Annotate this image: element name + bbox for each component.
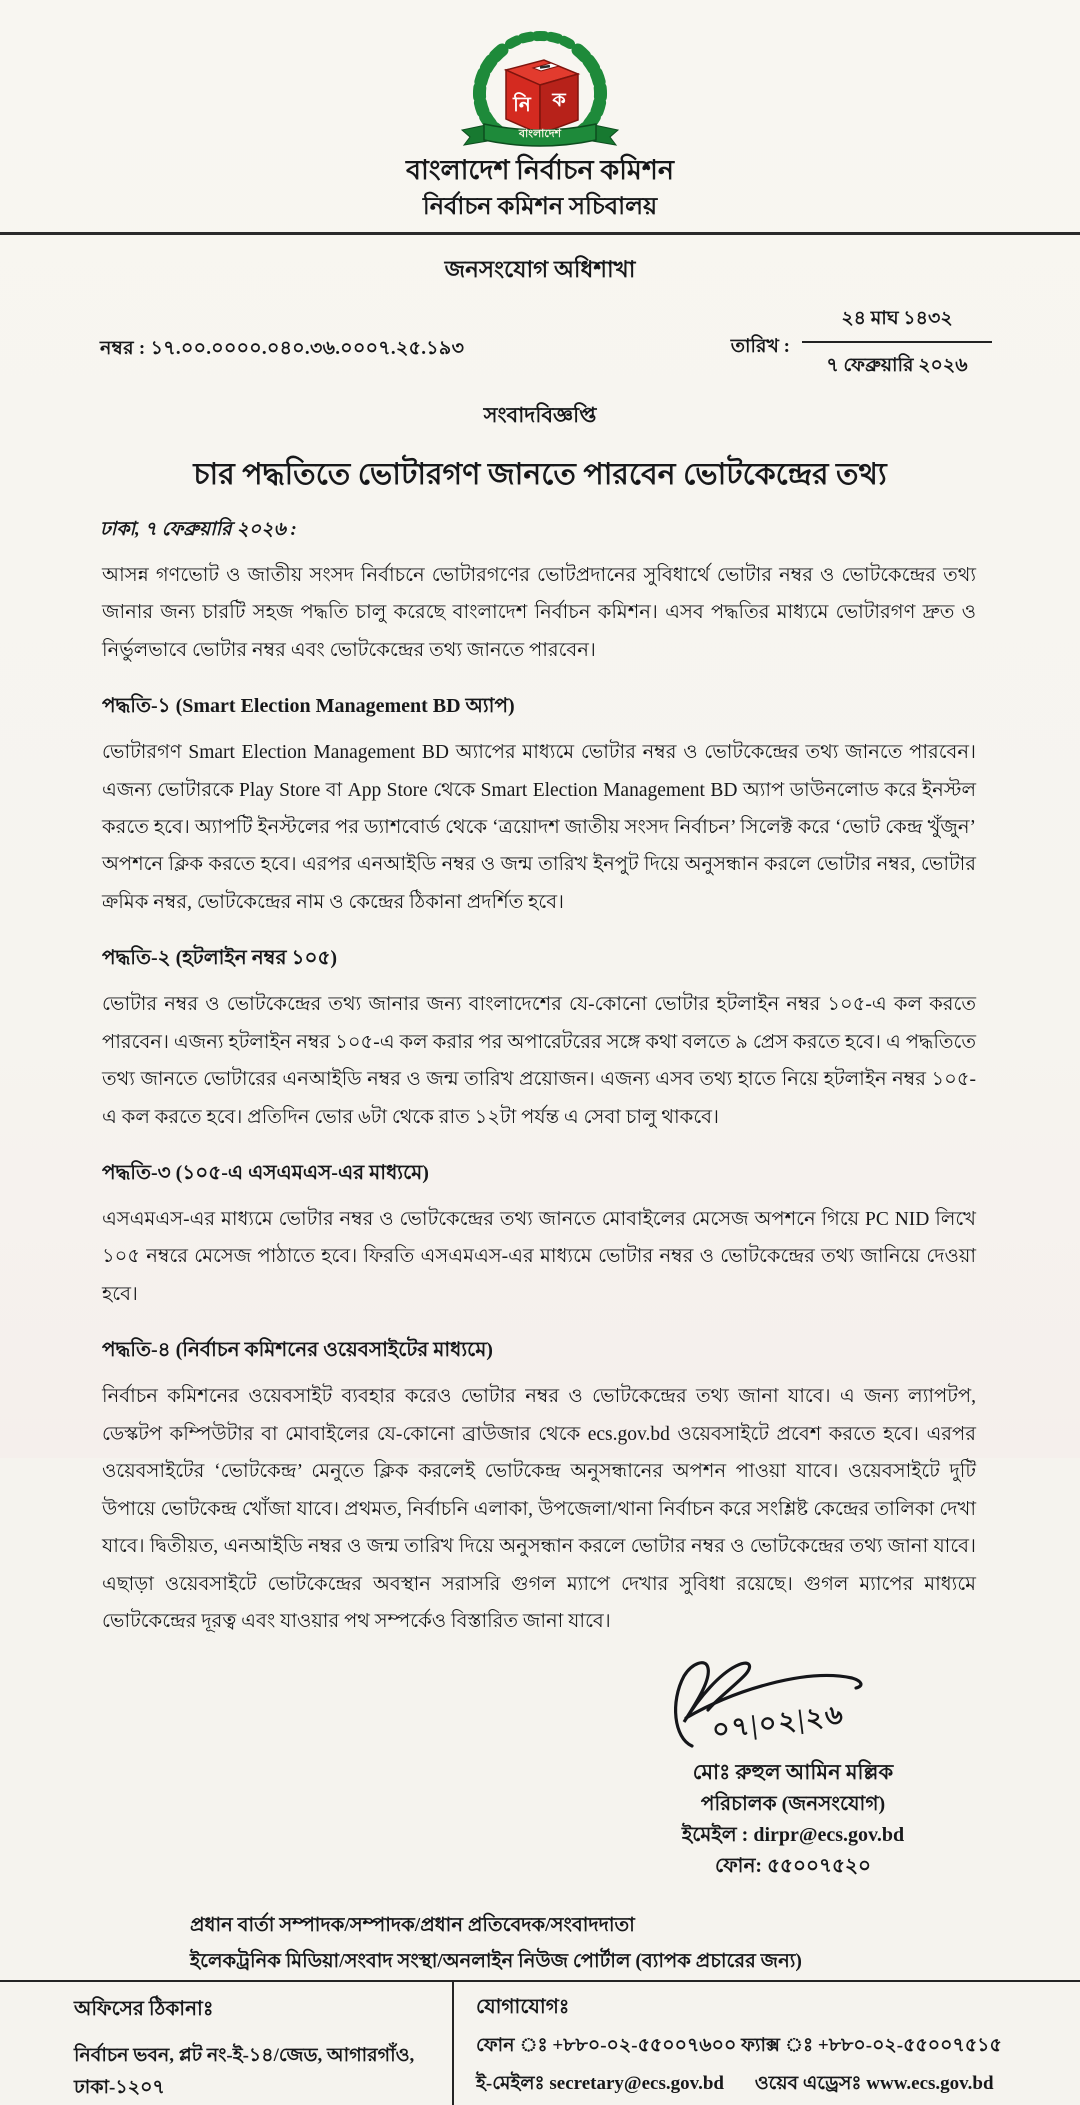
signature-block	[628, 1654, 958, 1882]
memo-meta-row	[0, 290, 1080, 383]
svg-text:নি: নি	[513, 94, 531, 116]
date-bangla-calendar: ২৪ মাঘ ১৪৩২	[841, 307, 953, 329]
headline: চার পদ্ধতিতে ভোটারগণ জানতে পারবেন ভোটকেন্দ্রের তথ্য	[193, 457, 887, 491]
date-block	[731, 304, 992, 383]
signature-area	[628, 1654, 958, 1756]
org-name-line2: নির্বাচন কমিশন সচিবালয়	[422, 193, 658, 220]
office-address: নির্বাচন ভবন, প্লট নং-ই-১৪/জেড, আগারগাঁও, ঢাকা-১২০৭	[74, 2045, 415, 2099]
section-4-heading: পদ্ধতি-৪ (নির্বাচন কমিশনের ওয়েবসাইটের মাধ্যমে)	[102, 1339, 493, 1362]
dateline: ঢাকা, ৭ ফেব্রুয়ারি ২০২৬ :	[100, 518, 297, 540]
memo-number: নম্বর : ১৭.০০.০০০০.০৪০.৩৬.০০০৭.২৫.১৯৩	[100, 337, 465, 359]
contact-heading: যোগাযোগঃ	[476, 1996, 570, 2019]
division-title: জনসংযোগ অধিশাখা	[444, 256, 636, 282]
office-address-heading: অফিসের ঠিকানাঃ	[74, 1998, 214, 2021]
signatory-designation: পরিচালক (জনসংযোগ)	[700, 1792, 886, 1815]
distribution-line-2: ইলেকট্রনিক মিডিয়া/সংবাদ সংস্থা/অনলাইন নিউজ পোর্টাল (ব্যাপক প্রচারের জন্য)	[190, 1950, 802, 1972]
contact-web-address: ওয়েব এড্রেসঃ www.ecs.gov.bd	[754, 2073, 994, 2095]
signatory-name: মোঃ রুহুল আমিন মল্লিক	[692, 1760, 894, 1785]
signatory-phone: ফোন: ৫৫০০৭৫২০	[714, 1854, 872, 1877]
distribution-line-1: প্রধান বার্তা সম্পাদক/সম্পাদক/প্রধান প্রতিবেদক/সংবাদদাতা	[190, 1914, 635, 1936]
section-3-body: এসএমএস-এর মাধ্যমে ভোটার নম্বর ও ভোটকেন্দ্রের তথ্য জানতে মোবাইলের মেসেজ অপশনে গিয়ে PC NID লিখে ১০৫ নম্বরে মেসেজ পাঠাতে হবে। ফিরতি এসএমএস-এর মাধ্যমে ভোটার নম্বর ও ভোটকেন্দ্রের তথ্য জানিয়ে দেওয়া হবে।	[102, 1209, 976, 1305]
section-4-body: নির্বাচন কমিশনের ওয়েবসাইট ব্যবহার করেও ভোটার নম্বর ও ভোটকেন্দ্রের তথ্য জানা যাবে। এ জন্য ল্যাপটপ, ডেস্কটপ কম্পিউটার বা মোবাইলের যে-কোনো ব্রাউজার থেকে ecs.gov.bd ওয়েবসাইটে প্রবেশ করতে হবে। এরপর ওয়েবসাইটের ‘ভোটকেন্দ্র’ মেনুতে ক্লিক করলেই ভোটকেন্দ্র অনুসন্ধানের অপশন পাওয়া যাবে। ওয়েবসাইটে দুটি উপায়ে ভোটকেন্দ্র খোঁজা যাবে। প্রথমত, নির্বাচনি এলাকা, উপজেলা/থানা নির্বাচন করে সংশ্লিষ্ট কেন্দ্রের তালিকা দেখা যাবে। দ্বিতীয়ত, এনআইডি নম্বর ও জন্ম তারিখ দিয়ে অনুসন্ধান করলে ভোটার নম্বর ও ভোটকেন্দ্রের তথ্য জানা যাবে। এছাড়া ওয়েবসাইটে ভোটকেন্দ্রের অবস্থান সরাসরি গুগল ম্যাপে দেখার সুবিধা রয়েছে। গুগল ম্যাপের মাধ্যমে ভোটকেন্দ্রের দূরত্ব এবং যাওয়ার পথ সম্পর্কেও বিস্তারিত জানা যাবে।	[102, 1386, 976, 1632]
distribution-list	[0, 1882, 1080, 1980]
footer-contact-table	[0, 1980, 1080, 2105]
election-commission-logo-icon	[440, 30, 640, 148]
footer-contact-cell	[452, 1982, 1080, 2105]
date-gregorian: ৭ ফেব্রুয়ারি ২০২৬	[802, 341, 992, 383]
section-2-heading: পদ্ধতি-২ (হটলাইন নম্বর ১০৫)	[102, 947, 338, 970]
contact-email: ই-মেইলঃ secretary@ecs.gov.bd	[476, 2073, 724, 2095]
signature-handwritten-date: ০৭|০২|২৬	[710, 1699, 847, 1746]
signatory-email: ইমেইল : dirpr@ecs.gov.bd	[681, 1823, 905, 1846]
logo-banner-text: বাংলাদেশ	[518, 128, 562, 140]
contact-email-web	[476, 2069, 1056, 2101]
intro-paragraph: আসন্ন গণভোট ও জাতীয় সংসদ নির্বাচনে ভোটারগণের ভোটপ্রদানের সুবিধার্থে ভোটার নম্বর ও ভোটকেন্দ্রের তথ্য জানার জন্য চারটি সহজ পদ্ধতি চালু করেছে বাংলাদেশ নির্বাচন কমিশন। এসব পদ্ধতির মাধ্যমে ভোটারগণ দ্রুত ও নির্ভুলভাবে ভোটার নম্বর এবং ভোটকেন্দ্রের তথ্য জানতে পারবেন।	[102, 564, 976, 661]
header-divider	[0, 232, 1080, 235]
document-body	[0, 547, 1080, 1641]
letterhead	[0, 0, 1080, 222]
date-stack	[802, 304, 992, 383]
press-release-kicker: সংবাদবিজ্ঞপ্তি	[483, 402, 597, 427]
section-3-heading: পদ্ধতি-৩ (১০৫-এ এসএমএস-এর মাধ্যমে)	[102, 1162, 429, 1184]
contact-phone-fax: ফোন ঃ +৮৮০-০২-৫৫০০৭৬০০ ফ্যাক্স ঃ +৮৮০-০২-৫৫০০৭৫১৫	[476, 2035, 1002, 2057]
section-2-body: ভোটার নম্বর ও ভোটকেন্দ্রের তথ্য জানার জন্য বাংলাদেশের যে-কোনো ভোটার হটলাইন নম্বর ১০৫-এ কল করতে পারবেন। এজন্য হটলাইন নম্বর ১০৫-এ কল করার পর অপারেটরের সঙ্গে কথা বলতে ৯ প্রেস করতে হবে। এ পদ্ধতিতে তথ্য জানতে ভোটারের এনআইডি নম্বর ও জন্ম তারিখ প্রয়োজন। এজন্য এসব তথ্য হাতে নিয়ে হটলাইন নম্বর ১০৫-এ কল করতে হবে। প্রতিদিন ভোর ৬টা থেকে রাত ১২টা পর্যন্ত এ সেবা চালু থাকবে।	[102, 994, 976, 1128]
org-name-line1: বাংলাদেশ নির্বাচন কমিশন	[405, 155, 675, 185]
footer-office-cell	[0, 1982, 452, 2105]
svg-text:ক: ক	[552, 90, 566, 111]
section-1-heading: পদ্ধতি-১ (Smart Election Management BD অ্যাপ)	[102, 695, 515, 718]
date-label: তারিখ :	[730, 336, 790, 358]
section-1-body: ভোটারগণ Smart Election Management BD অ্যাপের মাধ্যমে ভোটার নম্বর ও ভোটকেন্দ্রের তথ্য জানতে পারবেন। এজন্য ভোটারকে Play Store বা App Store থেকে Smart Election Management BD অ্যাপ ডাউনলোড করে ইনস্টল করতে হবে। অ্যাপটি ইনস্টলের পর ড্যাশবোর্ড থেকে ‘ত্রয়োদশ জাতীয় সংসদ নির্বাচন’ সিলেক্ট করে ‘ভোট কেন্দ্র খুঁজুন’ অপশনে ক্লিক করতে হবে। এরপর এনআইডি নম্বর ও জন্ম তারিখ ইনপুট দিয়ে অনুসন্ধান করলে ভোটার নম্বর, ভোটার ক্রমিক নম্বর, ভোটকেন্দ্রের নাম ও কেন্দ্রের ঠিকানা প্রদর্শিত হবে।	[102, 742, 976, 913]
